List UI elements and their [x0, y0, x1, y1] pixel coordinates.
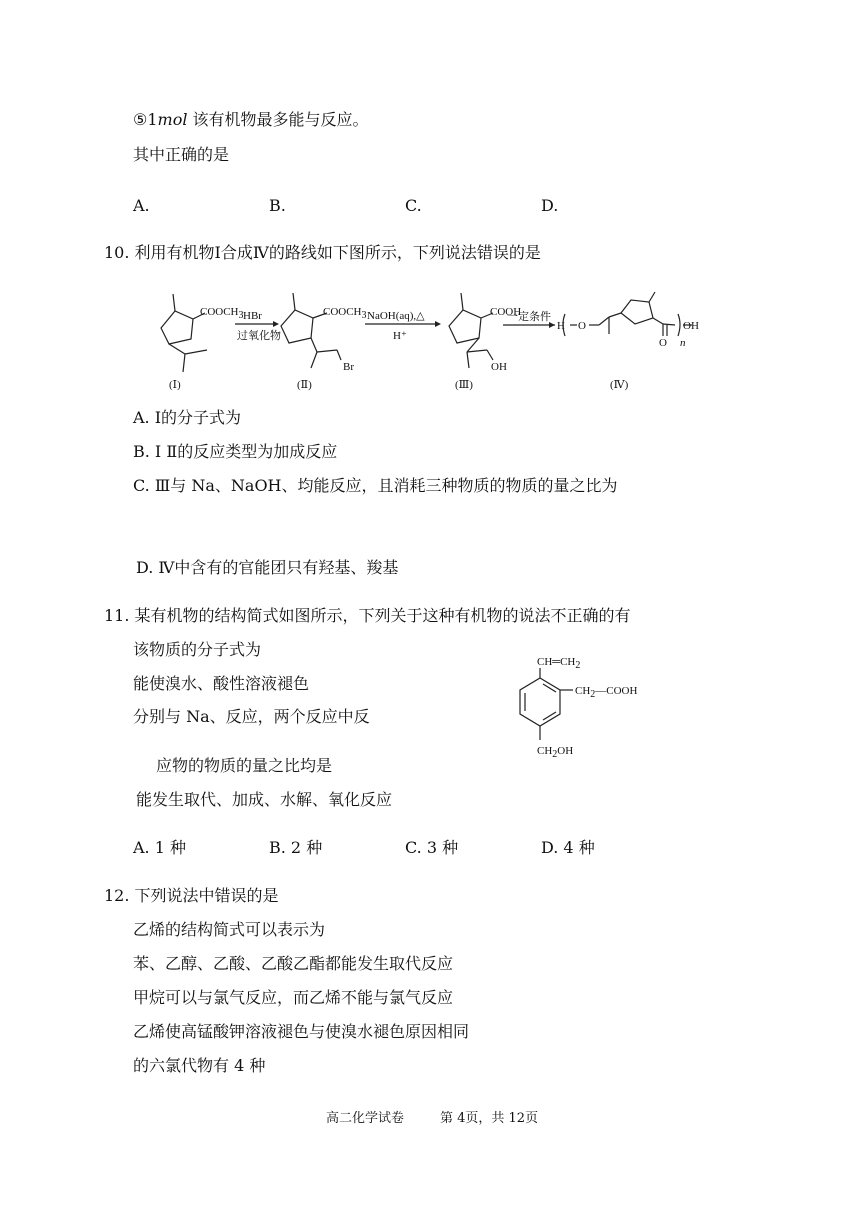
q11-statement-3-cont: 应物的物质的量之比均是: [156, 756, 333, 775]
reagent-acid: H⁺: [393, 330, 407, 342]
label-iv: (Ⅳ): [610, 379, 629, 391]
q9-option-b: B.: [269, 196, 286, 215]
q9-item5-amount: 1: [147, 110, 158, 129]
reagent-hbr: HBr: [243, 310, 262, 322]
q10-option-a: A. Ⅰ的分子式为: [133, 408, 242, 427]
q10-option-c: C. Ⅲ与 Na、NaOH、均能反应，且消耗三种物质的物质的量之比为: [133, 476, 618, 495]
hydroxyl-label: OH: [491, 361, 507, 373]
q11-statement-4: 能发生取代、加成、水解、氧化反应: [136, 790, 393, 809]
q9-item5-number: ⑤: [133, 110, 148, 129]
q12-statement-3: 甲烷可以与氯气反应，而乙烯不能与氯气反应: [133, 988, 454, 1007]
polymer-oh: OH: [683, 320, 699, 332]
q11-statement-2: 能使溴水、酸性溶液褪色: [133, 674, 310, 693]
polymer-h: H: [557, 320, 565, 332]
q11-option-a: A. 1 种: [133, 838, 186, 857]
ring-iii: [449, 310, 481, 343]
q10-synthesis-scheme: [145, 284, 725, 396]
footer-page-number: 第 4页，共 12页: [440, 1111, 539, 1126]
q9-which-correct: 其中正确的是: [133, 145, 230, 164]
q9-item5-text: 该有机物最多能与反应。: [192, 110, 369, 129]
q11-stem: 11. 某有机物的结构简式如图所示，下列关于这种有机物的说法不正确的有: [104, 606, 631, 625]
ring-ii: [281, 310, 313, 343]
carboxyl-group-iii: COOH: [490, 306, 522, 318]
q11-structure: [515, 650, 685, 768]
q10-option-d: D. Ⅳ中含有的官能团只有羟基、羧基: [136, 558, 399, 577]
q12-statement-1: 乙烯的结构简式可以表示为: [133, 920, 326, 939]
bromo-label: Br: [343, 361, 354, 373]
q11-statement-1: 该物质的分子式为: [133, 640, 262, 659]
ring-iv: [621, 300, 653, 324]
hydroxymethyl-group: CH2OH: [537, 745, 574, 760]
q12-stem: 12. 下列说法中错误的是: [104, 886, 279, 905]
polymer-n: n: [680, 337, 686, 349]
polymer-o: O: [578, 320, 586, 332]
q11-statement-3: 分别与 Na、反应，两个反应中反: [133, 707, 370, 726]
polymer-carbonyl-o: O: [659, 337, 667, 349]
q9-option-a: A.: [133, 196, 150, 215]
q11-option-d: D. 4 种: [541, 838, 595, 857]
vinyl-group: CH═CH2: [537, 656, 581, 671]
q12-statement-4: 乙烯使高锰酸钾溶液褪色与使溴水褪色原因相同: [133, 1022, 470, 1041]
footer-title: 高二化学试卷: [326, 1111, 405, 1126]
label-ii: (Ⅱ): [297, 379, 312, 391]
reagent-naoh: NaOH(aq),△: [367, 310, 425, 322]
benzene-ring: [520, 678, 560, 726]
q12-statement-2: 苯、乙醇、乙酸、乙酸乙酯都能发生取代反应: [133, 954, 454, 973]
reagent-peroxide: 过氧化物: [237, 330, 281, 342]
q9-item5: [133, 110, 369, 130]
label-iii: (Ⅲ): [455, 379, 473, 391]
q11-option-c: C. 3 种: [405, 838, 459, 857]
q10-option-b: B. Ⅰ Ⅱ的反应类型为加成反应: [133, 442, 338, 461]
q10-stem: 10. 利用有机物Ⅰ合成Ⅳ的路线如下图所示，下列说法错误的是: [104, 243, 541, 262]
q9-option-c: C.: [405, 196, 422, 215]
reagent-conditions: 一定条件: [507, 311, 551, 323]
q11-option-b: B. 2 种: [269, 838, 323, 857]
ester-group-i: COOCH3: [200, 306, 244, 321]
label-i: (Ⅰ): [169, 379, 181, 391]
ring-i: [161, 311, 193, 344]
carboxymethyl-group: CH2—COOH: [575, 685, 638, 700]
q12-statement-5: 的六氯代物有 4 种: [133, 1056, 266, 1075]
q9-item5-unit: mol: [157, 110, 188, 129]
q9-option-d: D.: [541, 196, 559, 215]
ester-group-ii: COOCH3: [323, 306, 367, 321]
